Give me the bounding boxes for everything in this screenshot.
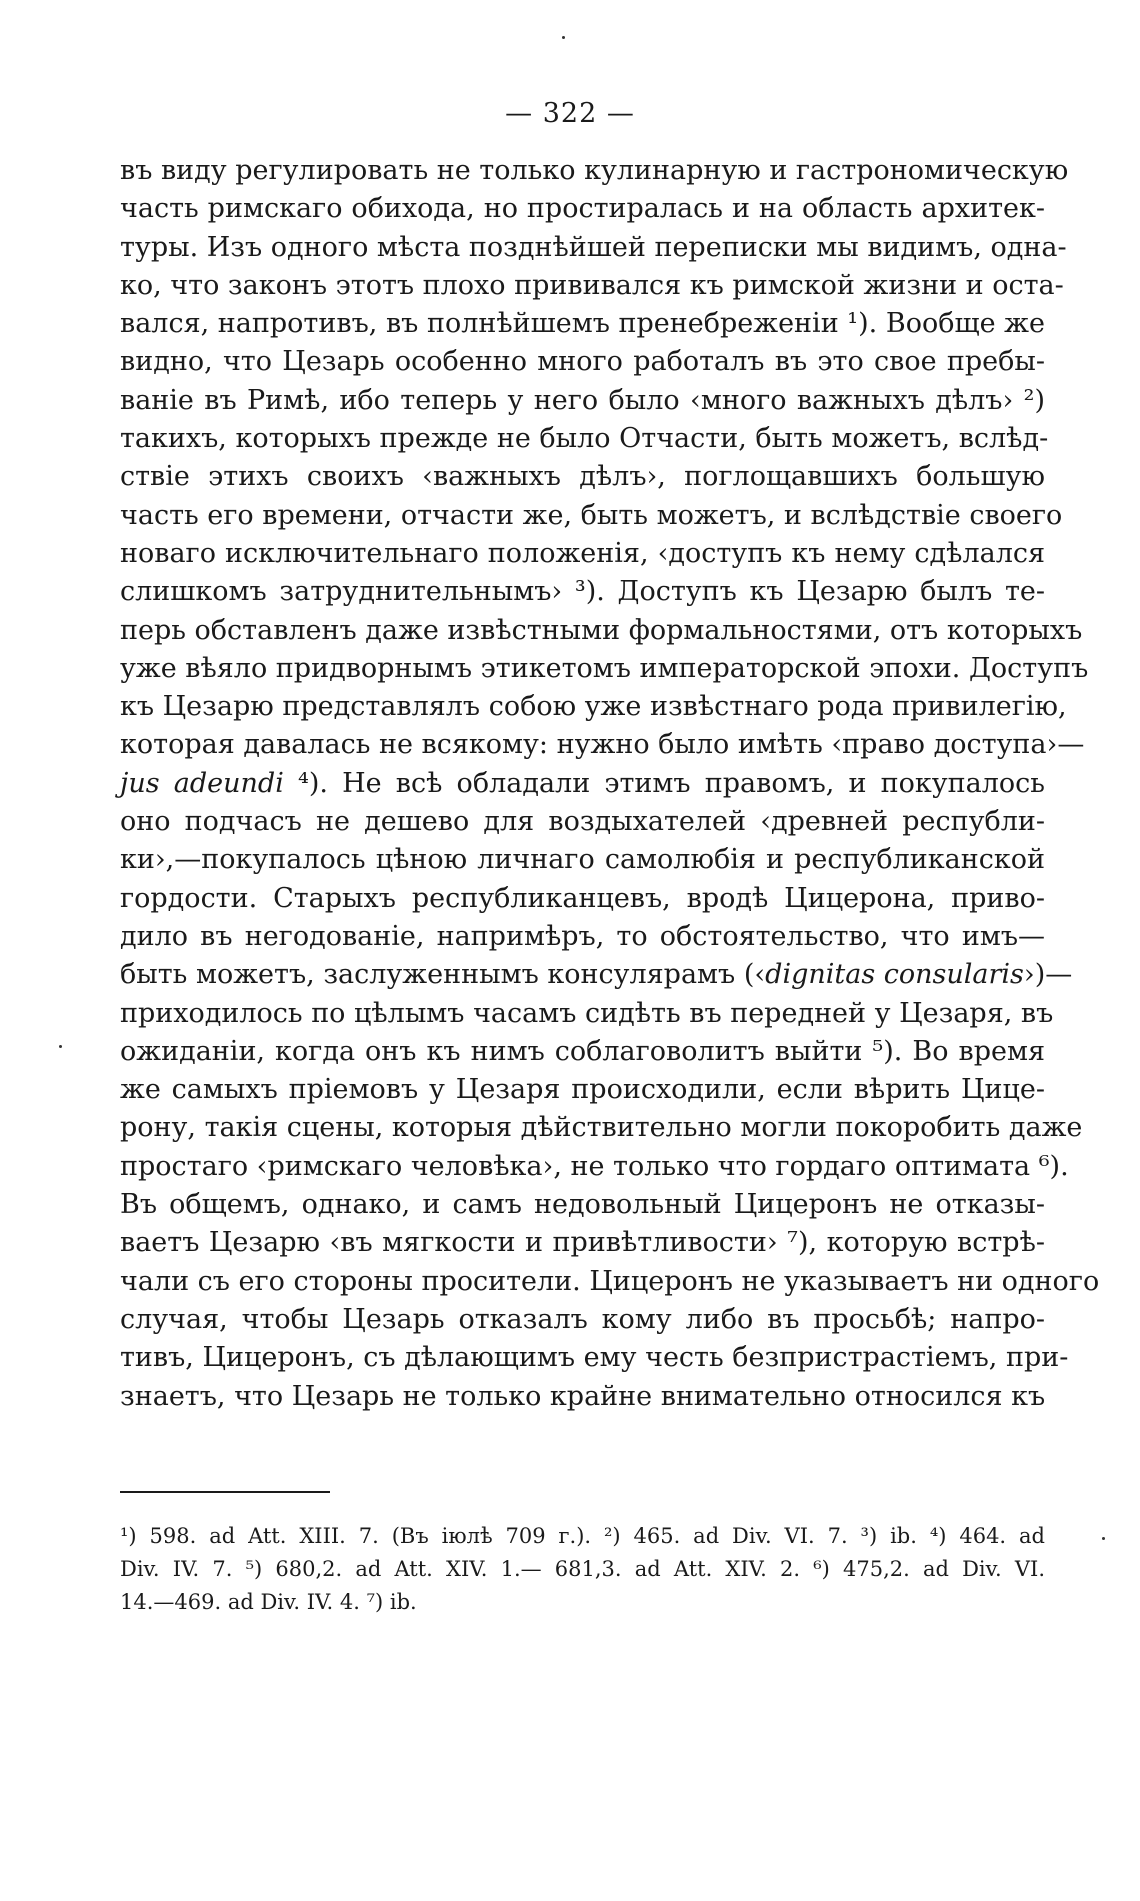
text-line: простаго ‹римскаго человѣка›, не только что гордаго оптимата ⁶). [120, 1150, 1069, 1182]
footnotes [120, 1520, 1045, 1619]
body-text [120, 152, 1100, 1416]
text-line: рону, такія сцены, которыя дѣйствительно могли покоробить даже [120, 1112, 1083, 1144]
text-line: которая давалась не всякому: нужно было имѣть ‹право доступа›— [120, 729, 1085, 761]
text-line: къ Цезарю представлялъ собою уже извѣстнаго рода привилегію, [120, 691, 1067, 723]
print-speck [59, 1045, 62, 1048]
footnote-line: Div. IV. 7. ⁵) 680,2. ad Att. XIV. 1.— 681,3. ad Att. XIV. 2. ⁶) 475,2. ad Div. VI. [120, 1557, 1045, 1581]
text-line: часть римскаго обихода, но простиралась и на область архитек- [120, 193, 1045, 225]
text-line: ожиданіи, когда онъ къ нимъ соблаговолитъ выйти ⁵). Во время [120, 1035, 1045, 1067]
text-line: случая, чтобы Цезарь отказалъ кому либо въ просьбѣ; напро- [120, 1303, 1045, 1335]
footnote-divider [120, 1491, 330, 1493]
text-line: знаетъ, что Цезарь не только крайне внимательно относился къ [120, 1380, 1046, 1412]
print-speck [1102, 1537, 1105, 1540]
text-line: дило въ негодованіе, напримѣръ, то обстоятельство, что имъ— [120, 920, 1045, 952]
text-line: вался, напротивъ, въ полнѣйшемъ пренебреженіи ¹). Вообще же [120, 308, 1045, 340]
latin-phrase: dignitas consularis [765, 959, 1024, 991]
text-line: быть можетъ, заслуженнымъ консулярамъ (‹dignitas consularis›)— [120, 959, 1073, 991]
text-line: перь обставленъ даже извѣстными формальностями, отъ которыхъ [120, 614, 1083, 646]
text-line: приходилось по цѣлымъ часамъ сидѣть въ передней у Цезаря, въ [120, 997, 1054, 1029]
text-line: Въ общемъ, однако, и самъ недовольный Цицеронъ не отказы- [120, 1189, 1045, 1221]
text-line: гордости. Старыхъ республиканцевъ, вродѣ Цицерона, приво- [120, 882, 1045, 914]
footnote-line: 14.—469. ad Div. IV. 4. ⁷) ib. [120, 1590, 417, 1614]
print-speck [562, 36, 565, 39]
text-line: уже вѣяло придворнымъ этикетомъ императорской эпохи. Доступъ [120, 652, 1089, 684]
text-line: же самыхъ пріемовъ у Цезаря происходили, если вѣрить Цице- [120, 1074, 1045, 1106]
latin-phrase: jus adeundi [120, 767, 284, 799]
text-line: такихъ, которыхъ прежде не было Отчасти, быть можетъ, вслѣд- [120, 423, 1049, 455]
page-number: — 322 — [505, 98, 635, 129]
text-line: слишкомъ затруднительнымъ› ³). Доступъ къ Цезарю былъ те- [120, 576, 1045, 608]
text-line: въ виду регулировать не только кулинарную и гастрономическую [120, 155, 1069, 186]
text-line: часть его времени, отчасти же, быть можетъ, и вслѣдствіе своего [120, 499, 1063, 531]
text-line: ваніе въ Римѣ, ибо теперь у него было ‹много важныхъ дѣлъ› ²) [120, 384, 1045, 416]
text-line: чали съ его стороны просители. Цицеронъ не указываетъ ни одного [120, 1265, 1100, 1297]
text-line: ки›,—покупалось цѣною личнаго самолюбія и республиканской [120, 844, 1045, 876]
text-line: туры. Изъ одного мѣста позднѣйшей переписки мы видимъ, одна- [120, 231, 1067, 263]
text-line: ствіе этихъ своихъ ‹важныхъ дѣлъ›, поглощавшихъ большую [120, 461, 1045, 493]
footnote-line: ¹) 598. ad Att. XIII. 7. (Въ іюлѣ 709 г.). ²) 465. ad Div. VI. 7. ³) ib. ⁴) 464. ad [120, 1524, 1045, 1548]
text-line: тивъ, Цицеронъ, съ дѣлающимъ ему честь безпристрастіемъ, при- [120, 1342, 1069, 1374]
text-line: видно, что Цезарь особенно много работалъ въ это свое пребы- [120, 346, 1045, 378]
text-line: ко, что законъ этотъ плохо прививался къ римской жизни и оста- [120, 269, 1064, 301]
text-line: оно подчасъ не дешево для воздыхателей ‹древней республи- [120, 806, 1045, 838]
text-line: ваетъ Цезарю ‹въ мягкости и привѣтливости› ⁷), которую встрѣ- [120, 1227, 1045, 1259]
text-line: jus adeundi ⁴). Не всѣ обладали этимъ правомъ, и покупалось [120, 767, 1045, 799]
text-line: новаго исключительнаго положенія, ‹доступъ къ нему сдѣлался [120, 537, 1045, 569]
